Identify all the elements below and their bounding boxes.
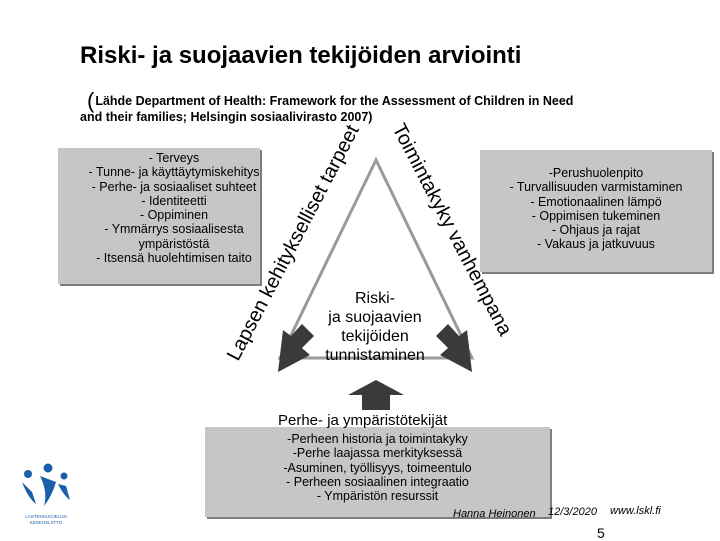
page-number: 5 [597,525,605,541]
list-item: - Itsensä huolehtimisen taito [96,251,252,266]
logo-text-line: LASTENSUOJELUN [25,514,67,519]
lastensuojelun-keskusliitto-logo [18,462,74,530]
list-item: - Terveys [148,151,200,165]
center-label-line: Riski- [355,290,395,307]
logo-head-icon [44,464,53,473]
arrow-up-icon [348,380,404,410]
list-item: - Identiteetti [141,193,207,208]
logo-head-icon [61,473,68,480]
source-text-1: Lähde Department of Health: Framework for the Assessment of Children in Need [95,94,574,108]
logo-figure-icon [40,476,56,506]
logo-head-icon [24,470,32,478]
list-item: - Tunne- ja käyttäytymiskehitys [88,165,260,180]
footer-date: 12/3/2020 [548,506,597,518]
list-item: - Perheen sosiaalinen integraatio [286,474,469,489]
list-item: - Oppimisen tukeminen [531,208,661,223]
list-item: - Ymmärrys sosiaalisesta [104,222,244,237]
center-label-line: tekijöiden [341,328,409,345]
list-item: - Vakaus ja jatkuvuus [537,237,655,252]
right-list [480,166,712,252]
list-item: -Perheen historia ja toimintakyky [287,432,468,446]
logo-figure-icon [58,484,70,500]
center-label-line: ja suojaavien [328,309,422,326]
slide-title: Riski- ja suojaavien tekijöiden arviointi [80,42,522,69]
logo-figure-icon [22,482,36,504]
right-side-label-path: Toimintakyky vanhempana [387,120,517,340]
center-label [300,289,450,365]
list-item: ympäristöstä [138,236,210,251]
list-item: - Turvallisuuden varmistaminen [509,180,683,195]
bottom-list [205,432,550,503]
left-list [58,151,290,265]
bottom-heading: Perhe- ja ympäristötekijät [278,412,448,429]
list-item: -Asuminen, työllisyys, toimeentulo [283,460,472,475]
footer-author: Hanna Heinonen [453,508,536,520]
list-item: - Oppiminen [139,208,209,223]
list-item: - Ympäristön resurssit [316,489,439,504]
list-item: - Emotionaalinen lämpö [530,194,662,209]
list-item: - Perhe- ja sosiaaliset suhteet [91,179,257,194]
footer-url: www.lskl.fi [610,505,661,517]
center-label-line: tunnistaminen [325,347,425,364]
list-item: - Ohjaus ja rajat [551,223,641,238]
logo-text-line: KESKUSLIITTO [29,520,63,525]
list-item: -Perushuolenpito [548,166,644,180]
source-line-2: and their families; Helsingin sosiaalivirasto 2007) [80,110,373,124]
left-side-label-path: Lapsen kehitykselliset tarpeet [222,121,364,365]
list-item: -Perhe laajassa merkityksessä [292,446,463,461]
source-paren: ( [87,88,95,113]
